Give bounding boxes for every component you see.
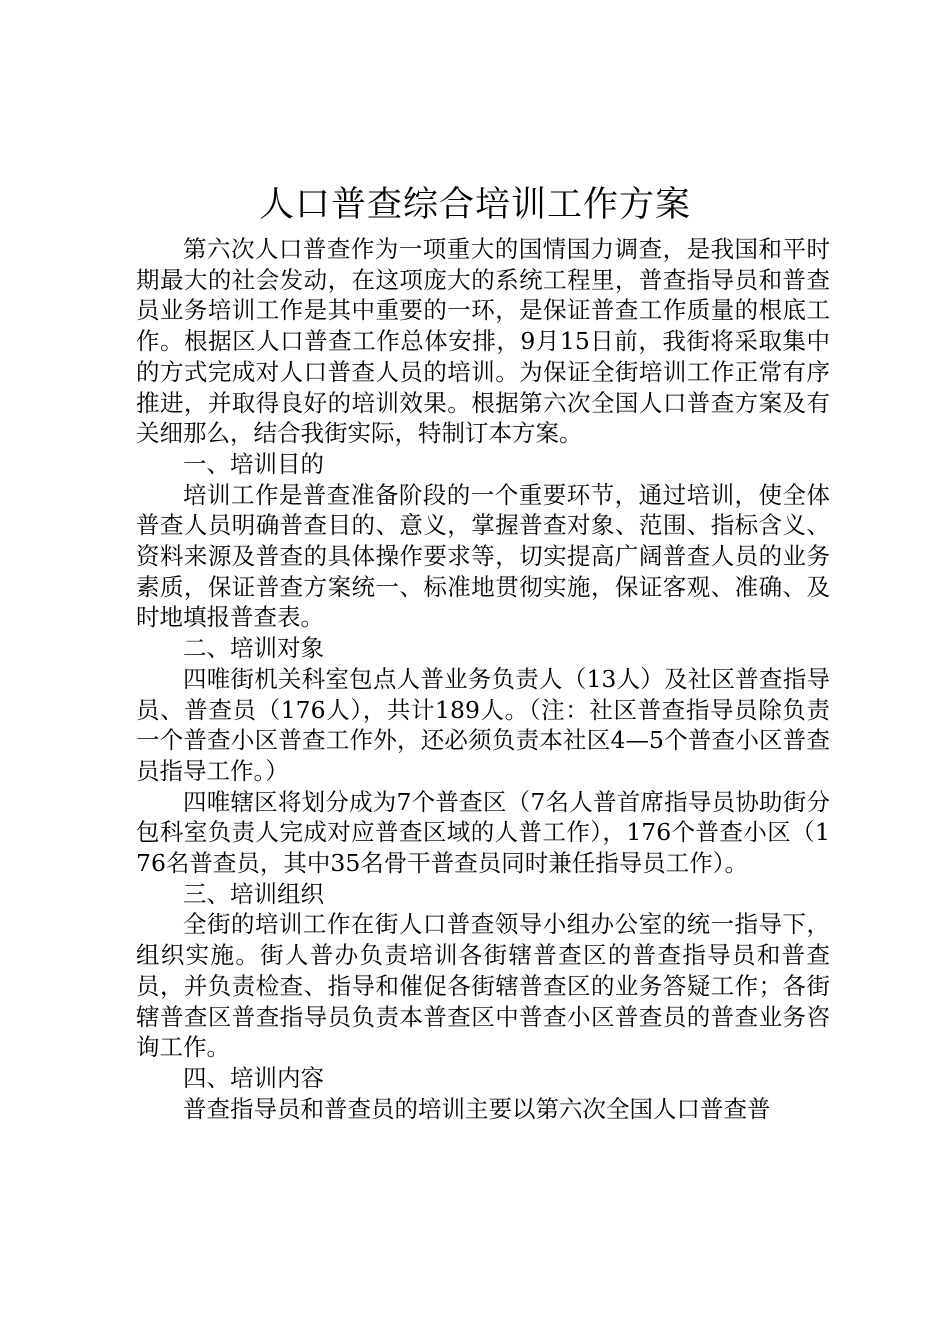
audience-paragraph-2: 四唯辖区将划分成为7个普查区（7名人普首席指导员协助街分包科室负责人完成对应普查区域的人普工作），176个普查小区（176名普查员，其中35名骨干普查员同时兼任指导员工作）。 <box>136 787 830 878</box>
section-heading-audience: 二、培训对象 <box>183 634 324 663</box>
audience-paragraph-1: 四唯街机关科室包点人普业务负责人（13人）及社区普查指导员、普查员（176人），共计189人。（注：社区普查指导员除负责一个普查小区普查工作外，还必须负责本社区4—5个普查小区普查员指导工作。） <box>136 664 830 785</box>
intro-paragraph: 第六次人口普查作为一项重大的国情国力调查，是我国和平时期最大的社会发动，在这项庞大的系统工程里，普查指导员和普查员业务培训工作是其中重要的一环，是保证普查工作质量的根底工作。根据区人口普查工作总体安排，9月15日前，我街将采取集中的方式完成对人口普查人员的培训。为保证全街培训工作正常有序推进，并取得良好的培训效果。根据第六次全国人口普查方案及有关细那么，结合我街实际，特制订本方案。 <box>136 235 830 448</box>
document-body <box>136 234 830 1124</box>
document-title: 人口普查综合培训工作方案 <box>258 185 691 225</box>
content-paragraph: 普查指导员和普查员的培训主要以第六次全国人口普查普 <box>183 1094 771 1123</box>
section-heading-purpose: 一、培训目的 <box>183 449 324 478</box>
section-heading-organization: 三、培训组织 <box>183 879 324 908</box>
purpose-paragraph: 培训工作是普查准备阶段的一个重要环节，通过培训，使全体普查人员明确普查目的、意义，掌握普查对象、范围、指标含义、资料来源及普查的具体操作要求等，切实提高广阔普查人员的业务素质，保证普查方案统一、标准地贯彻实施，保证客观、准确、及时地填报普查表。 <box>136 480 830 632</box>
section-heading-content: 四、培训内容 <box>183 1063 324 1092</box>
organization-paragraph: 全街的培训工作在街人口普查领导小组办公室的统一指导下，组织实施。街人普办负责培训各街辖普查区的普查指导员和普查员，并负责检查、指导和催促各街辖普查区的业务答疑工作；各街辖普查区普查指导员负责本普查区中普查小区普查员的普查业务咨询工作。 <box>136 910 830 1062</box>
